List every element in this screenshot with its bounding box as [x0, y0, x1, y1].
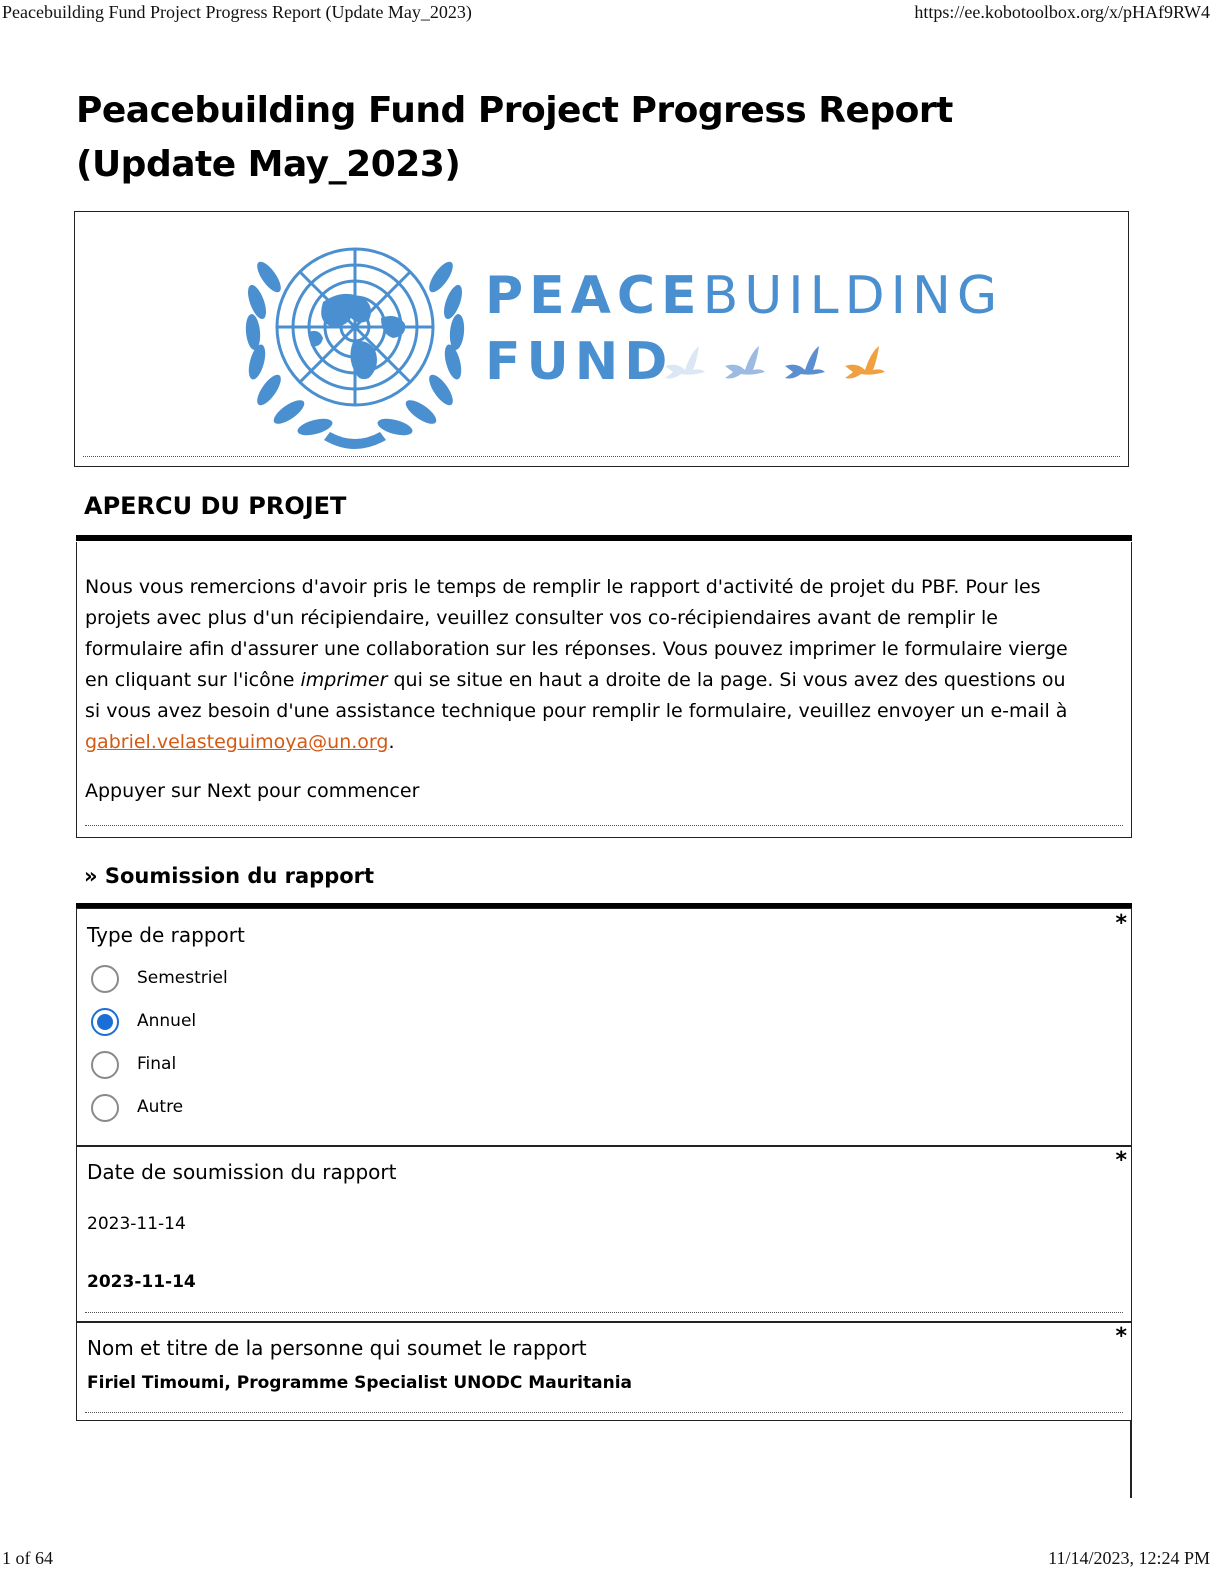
report-type-question — [76, 908, 1132, 1147]
support-email-link[interactable]: gabriel.velasteguimoya@un.org — [85, 731, 389, 753]
intro-text-end: . — [388, 731, 395, 753]
report-type-label: Type de rapport — [87, 923, 245, 947]
logo-word-building: BUILDING — [702, 266, 1004, 326]
radio-label: Semestriel — [137, 968, 228, 988]
divider — [85, 1412, 1123, 1413]
submission-date-question — [76, 1145, 1132, 1323]
form-title: Peacebuilding Fund Project Progress Report (Update May_2023) — [76, 90, 953, 185]
submitter-value[interactable]: Firiel Timoumi, Programme Specialist UNODC Mauritania — [87, 1373, 633, 1393]
print-footer-timestamp: 11/14/2023, 12:24 PM — [1048, 1548, 1210, 1568]
un-emblem-icon — [235, 232, 475, 462]
next-instruction: Appuyer sur Next pour commencer — [85, 780, 420, 802]
radio-button[interactable] — [91, 1094, 119, 1122]
logo-word-fund: FUND — [485, 332, 674, 392]
divider — [83, 456, 1120, 457]
print-header-title: Peacebuilding Fund Project Progress Report (Update May_2023) — [2, 2, 472, 22]
radio-button-selected[interactable] — [91, 1008, 119, 1036]
radio-label: Autre — [137, 1097, 184, 1117]
submission-date-label: Date de soumission du rapport — [87, 1160, 397, 1184]
intro-text-emphasis: imprimer — [300, 669, 388, 691]
logo-wordmark-line1 — [485, 266, 1003, 326]
submission-date-value: 2023-11-14 — [87, 1272, 196, 1292]
overview-heading: APERCU DU PROJET — [84, 492, 347, 520]
intro-text-part2: qui se situe en haut a droite de la page. Si vous avez des questions ou si vous avez besoin d'une assistance technique pour remplir le formulaire, veuillez envoyer un e-mail à — [85, 669, 1068, 722]
radio-button[interactable] — [91, 1051, 119, 1079]
required-marker: * — [1115, 1324, 1127, 1349]
radio-label: Final — [137, 1054, 177, 1074]
print-header-url[interactable]: https://ee.kobotoolbox.org/x/pHAf9RW4 — [914, 2, 1210, 22]
section-bar — [76, 535, 1132, 541]
submission-date-input[interactable]: 2023-11-14 — [87, 1214, 186, 1234]
submitter-label: Nom et titre de la personne qui soumet le rapport — [87, 1336, 587, 1360]
logo-panel — [74, 211, 1129, 467]
divider — [85, 1312, 1123, 1313]
print-footer-page-count: 1 of 64 — [2, 1548, 53, 1568]
divider — [85, 825, 1123, 826]
radio-button[interactable] — [91, 965, 119, 993]
page-border — [1130, 1420, 1132, 1498]
required-marker: * — [1115, 911, 1127, 936]
required-marker: * — [1115, 1148, 1127, 1173]
intro-paragraph — [85, 572, 1085, 758]
intro-text-part1: Nous vous remercions d'avoir pris le temps de remplir le rapport d'activité de projet du PBF. Pour les projets avec plus d'un récipiendaire, veuillez consulter vos co-récipiendaires avant de remplir le formulaire afin d'assurer une collaboration sur les réponses. Vous pouvez imprimer le formulaire vierge en cliquant sur l'icône — [85, 576, 1068, 691]
doves-icon — [660, 336, 900, 386]
radio-label: Annuel — [137, 1011, 197, 1031]
logo-word-peace: PEACE — [485, 266, 703, 326]
overview-note — [76, 542, 1132, 838]
submitter-question — [76, 1321, 1132, 1421]
submission-group-heading: » Soumission du rapport — [84, 864, 375, 888]
